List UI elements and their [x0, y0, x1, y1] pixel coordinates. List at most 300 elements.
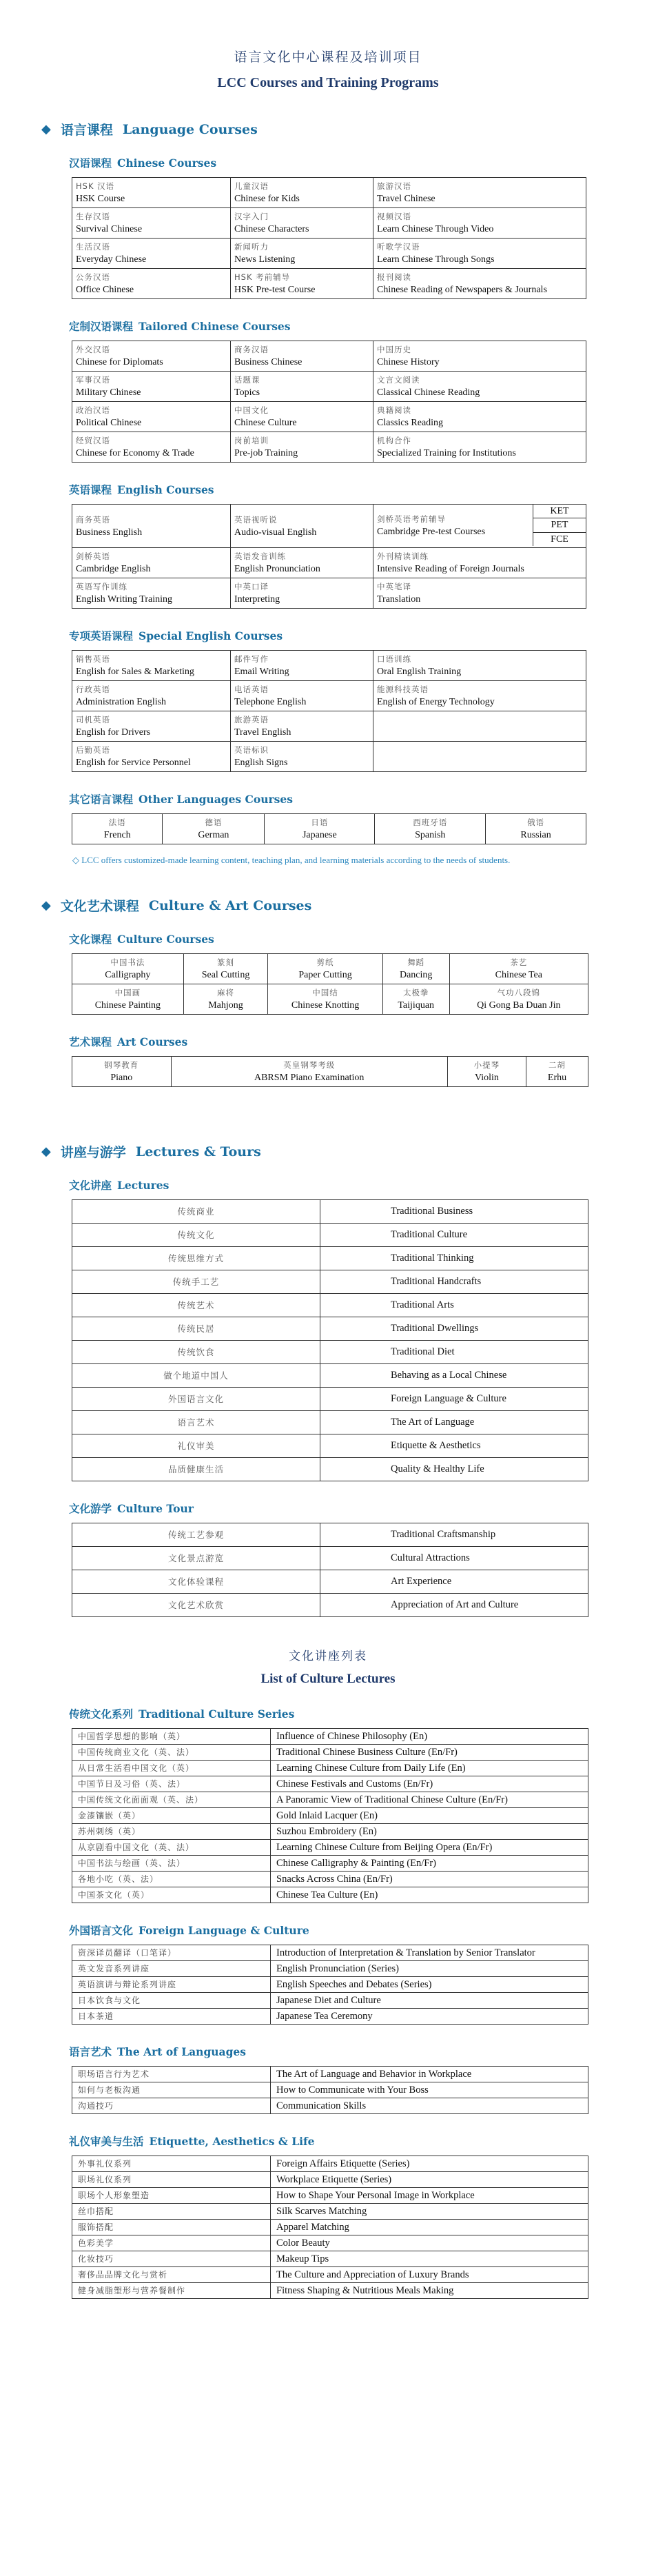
- table-row: [72, 2220, 588, 2235]
- course-name-en: Calligraphy: [105, 970, 151, 980]
- subsection-special-english: [69, 628, 656, 643]
- course-name-cn: 茶艺: [510, 957, 528, 967]
- subsection-title-en: Other Languages Courses: [139, 793, 293, 806]
- lecture-name-en: Fitness Shaping & Nutritious Meals Making: [271, 2283, 588, 2299]
- chinese-courses-table: [72, 177, 586, 299]
- course-cell: [72, 402, 231, 432]
- course-name-en: English Pronunciation: [234, 564, 320, 574]
- course-name-cn: 政治汉语: [76, 405, 110, 415]
- course-name-cn: 能源科技英语: [377, 684, 429, 694]
- course-name-cn: 邮件写作: [234, 654, 269, 664]
- course-name-cn: 中英口译: [234, 582, 269, 591]
- other-languages-table: [72, 813, 586, 844]
- course-name-en: Pre-job Training: [234, 448, 298, 458]
- lecture-name-en: Traditional Chinese Business Culture (En/Fr): [271, 1745, 588, 1761]
- course-name-cn: 儿童汉语: [234, 181, 269, 191]
- course-name-cn: 新闻听力: [234, 242, 269, 252]
- course-cell: [265, 814, 375, 844]
- lecture-name-en: Foreign Affairs Etiquette (Series): [271, 2156, 588, 2172]
- table-row: [72, 1341, 588, 1364]
- course-name-cn: 典籍阅读: [377, 405, 411, 415]
- diamond-icon: ◆: [41, 1144, 51, 1159]
- course-name-cn: 中国画: [114, 988, 141, 997]
- course-name-en: Piano: [110, 1073, 133, 1083]
- course-cell: [171, 1057, 447, 1087]
- table-row: [72, 742, 586, 772]
- course-name-cn: 公务汉语: [76, 272, 110, 282]
- course-name-en: Qi Gong Ba Duan Jin: [477, 1000, 561, 1011]
- lecture-name-en: Behaving as a Local Chinese: [320, 1364, 588, 1388]
- course-name-cn: 军事汉语: [76, 375, 110, 385]
- course-name-cn: 司机英语: [76, 715, 110, 724]
- subsection-culture-courses: [69, 931, 656, 946]
- course-cell: [72, 681, 231, 711]
- diamond-icon: ◆: [41, 898, 51, 913]
- course-name-cn: 篆刻: [217, 957, 235, 967]
- subsection-title-en: Traditional Culture Series: [139, 1707, 295, 1721]
- lecture-name-cn: 文化体验课程: [72, 1570, 320, 1594]
- lecture-list-title-cn: 文化讲座列表: [289, 1650, 367, 1663]
- course-name-cn: 文言文阅读: [377, 375, 420, 385]
- course-name-cn: 中国文化: [234, 405, 269, 415]
- course-name-en: Chinese for Economy & Trade: [76, 448, 194, 458]
- subsection-title-en: Foreign Language & Culture: [139, 1924, 309, 1937]
- course-name-en: Mahjong: [208, 1000, 243, 1011]
- lecture-name-cn: 文化艺术欣赏: [72, 1594, 320, 1617]
- course-name-en: Email Writing: [234, 667, 289, 677]
- lecture-name-en: The Art of Language: [320, 1411, 588, 1434]
- table-row: [72, 1388, 588, 1411]
- course-name-cn: 商务英语: [76, 514, 110, 525]
- course-name-cn: 二胡: [549, 1060, 566, 1070]
- course-name-cn: 剑桥英语: [76, 551, 110, 561]
- table-row: [72, 1824, 588, 1840]
- table-row: [72, 1570, 588, 1594]
- course-name-en: Chinese Characters: [234, 224, 309, 234]
- lecture-name-en: Art Experience: [320, 1570, 588, 1594]
- course-cell: [373, 178, 586, 208]
- lecture-name-en: Traditional Business: [320, 1200, 588, 1224]
- lecture-name-cn: 中国书法与绘画（英、法）: [72, 1856, 271, 1872]
- course-cell: [231, 548, 373, 578]
- table-row: [72, 239, 586, 269]
- lecture-name-cn: 英文发音系列讲座: [72, 1961, 271, 1977]
- table-row: [72, 2067, 588, 2082]
- course-name-cn: 电话英语: [234, 684, 269, 694]
- course-name-en: English Signs: [234, 758, 288, 768]
- lecture-name-cn: 奢侈品品牌文化与赏析: [72, 2267, 271, 2283]
- page-title-en: LCC Courses and Training Programs: [217, 75, 439, 90]
- table-row: [72, 1594, 588, 1617]
- subsection-title-cn: 定制汉语课程: [69, 320, 134, 333]
- course-name-en: Chinese Knotting: [291, 1000, 360, 1011]
- course-cell: [72, 178, 231, 208]
- course-name-cn: 经贸汉语: [76, 436, 110, 445]
- exam-pet: PET: [533, 518, 586, 532]
- lecture-name-en: A Panoramic View of Traditional Chinese Culture (En/Fr): [271, 1792, 588, 1808]
- course-name-en: English for Drivers: [76, 727, 151, 738]
- course-name-cn: 岗前培训: [234, 436, 269, 445]
- course-name-cn: 中国结: [312, 988, 338, 997]
- course-name-en: Topics: [234, 387, 260, 398]
- lecture-name-cn: 英语演讲与辩论系列讲座: [72, 1977, 271, 1993]
- table-row: [72, 2098, 588, 2114]
- lecture-name-cn: 丝巾搭配: [72, 2204, 271, 2220]
- table-row: [72, 954, 588, 984]
- course-name-cn: 听歌学汉语: [377, 242, 420, 252]
- course-name-en: Violin: [474, 1073, 499, 1083]
- lecture-name-en: Makeup Tips: [271, 2251, 588, 2267]
- table-row: [72, 402, 586, 432]
- course-name-cn: 生存汉语: [76, 212, 110, 221]
- table-row: [72, 1200, 588, 1224]
- lecture-name-en: Traditional Culture: [320, 1224, 588, 1247]
- art-of-languages-table: [72, 2066, 588, 2114]
- table-row: [72, 2204, 588, 2220]
- subsection-title-en: Etiquette, Aesthetics & Life: [149, 2135, 315, 2148]
- course-name-cn: 生活汉语: [76, 242, 110, 252]
- table-row: [72, 505, 586, 548]
- subsection-title-cn: 文化课程: [69, 933, 112, 946]
- course-name-cn: 英语视听说: [234, 514, 278, 525]
- course-cell: [373, 651, 586, 681]
- subsection-art-of-languages: [69, 2044, 656, 2059]
- course-name-en: Taijiquan: [398, 1000, 435, 1011]
- course-name-cn: 机构合作: [377, 436, 411, 445]
- lecture-name-cn: 从日常生活看中国文化（英）: [72, 1761, 271, 1776]
- note-text: LCC offers customized-made learning content, teaching plan, and learning materials according to the needs of students.: [81, 855, 511, 865]
- course-name-cn: 气功八段锦: [497, 988, 541, 997]
- lecture-name-en: Quality & Healthy Life: [320, 1458, 588, 1481]
- course-name-cn: 视频汉语: [377, 212, 411, 221]
- course-cell: [373, 548, 586, 578]
- table-row: [72, 1270, 588, 1294]
- course-name-en: Learn Chinese Through Video: [377, 224, 494, 234]
- course-cell: [373, 239, 586, 269]
- table-row: [72, 1993, 588, 2009]
- course-name-cn: 中英笔译: [377, 582, 411, 591]
- lecture-name-en: Communication Skills: [271, 2098, 588, 2114]
- course-name-cn: 英语写作训练: [76, 582, 127, 591]
- section-title-cn: 讲座与游学: [60, 1145, 126, 1160]
- lecture-name-en: English Pronunciation (Series): [271, 1961, 588, 1977]
- course-name-en: Paper Cutting: [298, 970, 352, 980]
- table-row: [72, 1872, 588, 1887]
- lecture-name-en: Learning Chinese Culture from Daily Life (En): [271, 1761, 588, 1776]
- lectures-table: [72, 1199, 588, 1481]
- course-name-cn: 行政英语: [76, 684, 110, 694]
- course-name-en: Chinese History: [377, 357, 440, 367]
- table-row: [72, 1761, 588, 1776]
- course-cell: [231, 711, 373, 742]
- subsection-title-en: English Courses: [117, 483, 214, 496]
- subsection-foreign-culture: [69, 1923, 656, 1938]
- lecture-name-en: Traditional Diet: [320, 1341, 588, 1364]
- subsection-traditional-series: [69, 1706, 656, 1721]
- course-cell: [373, 505, 586, 548]
- lecture-name-en: Silk Scarves Matching: [271, 2204, 588, 2220]
- course-name-en: Cambridge Pre-test Courses: [377, 526, 486, 537]
- table-row: [72, 1057, 588, 1087]
- course-cell: [72, 341, 231, 372]
- lecture-name-en: Gold Inlaid Lacquer (En): [271, 1808, 588, 1824]
- lecture-name-en: Traditional Dwellings: [320, 1317, 588, 1341]
- lecture-name-cn: 做个地道中国人: [72, 1364, 320, 1388]
- lecture-name-en: Influence of Chinese Philosophy (En): [271, 1729, 588, 1745]
- lecture-name-cn: 传统手工艺: [72, 1270, 320, 1294]
- lecture-name-cn: 色彩美学: [72, 2235, 271, 2251]
- section-title-cn: 文化艺术课程: [60, 899, 139, 914]
- course-name-cn: 英语发音训练: [234, 551, 286, 561]
- lecture-name-cn: 外国语言文化: [72, 1388, 320, 1411]
- art-courses-table: [72, 1056, 588, 1087]
- course-name-cn: 德语: [205, 818, 223, 827]
- lecture-name-en: How to Communicate with Your Boss: [271, 2082, 588, 2098]
- section-title-cn: 语言课程: [60, 123, 113, 138]
- course-cell: [231, 742, 373, 772]
- lecture-name-cn: 外事礼仪系列: [72, 2156, 271, 2172]
- table-row: [72, 1808, 588, 1824]
- lecture-name-en: Snacks Across China (En/Fr): [271, 1872, 588, 1887]
- course-name-en: Travel Chinese: [377, 194, 435, 204]
- course-name-en: Telephone English: [234, 697, 307, 707]
- course-name-en: Cambridge English: [76, 564, 151, 574]
- course-name-en: Administration English: [76, 697, 167, 707]
- course-name-en: Everyday Chinese: [76, 254, 147, 265]
- course-name-cn: HSK 汉语: [76, 181, 115, 191]
- course-name-cn: 英皇钢琴考级: [283, 1060, 336, 1070]
- course-name-cn: 日语: [311, 818, 329, 827]
- lecture-name-cn: 语言艺术: [72, 1411, 320, 1434]
- course-name-en: Japanese: [302, 830, 337, 840]
- subsection-title-en: Culture Tour: [117, 1502, 194, 1515]
- table-row: [72, 1364, 588, 1388]
- table-row: [72, 269, 586, 299]
- table-row: [72, 1247, 588, 1270]
- section-culture-courses: [41, 896, 656, 915]
- course-name-en: Specialized Training for Institutions: [377, 448, 516, 458]
- course-cell: [72, 269, 231, 299]
- table-row: [72, 2267, 588, 2283]
- table-row: [72, 711, 586, 742]
- course-cell: [447, 1057, 526, 1087]
- lecture-name-en: Color Beauty: [271, 2235, 588, 2251]
- lecture-name-en: Chinese Tea Culture (En): [271, 1887, 588, 1903]
- course-name-en: Russian: [520, 830, 551, 840]
- lecture-name-en: The Culture and Appreciation of Luxury Brands: [271, 2267, 588, 2283]
- etiquette-table: [72, 2156, 588, 2299]
- lecture-name-cn: 化妆技巧: [72, 2251, 271, 2267]
- course-cell: [72, 1057, 172, 1087]
- lecture-name-cn: 资深译员翻译（口笔译）: [72, 1945, 271, 1961]
- course-cell: [231, 239, 373, 269]
- note-diamond-icon: ◇: [72, 855, 79, 865]
- lecture-name-cn: 职场礼仪系列: [72, 2172, 271, 2188]
- course-cell: [72, 505, 231, 548]
- course-name-cn: 外刊精读训练: [377, 551, 429, 561]
- subsection-title-cn: 专项英语课程: [69, 629, 134, 642]
- lecture-name-en: Introduction of Interpretation & Translation by Senior Translator: [271, 1945, 588, 1961]
- table-row: [72, 681, 586, 711]
- subsection-culture-tour: [69, 1501, 656, 1516]
- course-name-en: English Writing Training: [76, 594, 172, 605]
- table-row: [72, 1317, 588, 1341]
- course-name-en: Military Chinese: [76, 387, 141, 398]
- lecture-name-cn: 苏州刺绣（英）: [72, 1824, 271, 1840]
- table-row: [72, 1945, 588, 1961]
- course-name-en: English for Service Personnel: [76, 758, 191, 768]
- course-cell: [72, 954, 184, 984]
- course-cell: [231, 402, 373, 432]
- lecture-name-cn: 健身减脂塑形与营养餐制作: [72, 2283, 271, 2299]
- table-row: [72, 578, 586, 609]
- table-row: [72, 178, 586, 208]
- course-name-en: German: [198, 830, 229, 840]
- course-name-en: Dancing: [399, 970, 433, 980]
- course-cell: [72, 208, 231, 239]
- course-name-cn: 商务汉语: [234, 345, 269, 354]
- table-row: [72, 1434, 588, 1458]
- subsection-title-cn: 文化讲座: [69, 1179, 112, 1192]
- lecture-name-en: Cultural Attractions: [320, 1547, 588, 1570]
- culture-courses-table: [72, 953, 588, 1015]
- course-cell: [163, 814, 265, 844]
- section-language-courses: [41, 120, 656, 139]
- course-name-cn: 麻将: [217, 988, 235, 997]
- subsection-title-en: Art Courses: [117, 1035, 188, 1048]
- lecture-name-cn: 传统文化: [72, 1224, 320, 1247]
- lecture-name-en: Chinese Calligraphy & Painting (En/Fr): [271, 1856, 588, 1872]
- lecture-name-cn: 从京剧看中国文化（英、法）: [72, 1840, 271, 1856]
- lecture-name-cn: 传统民居: [72, 1317, 320, 1341]
- table-row: [72, 548, 586, 578]
- course-name-en: English of Energy Technology: [377, 697, 495, 707]
- table-row: [72, 1458, 588, 1481]
- special-english-table: [72, 650, 586, 772]
- course-cell: [231, 651, 373, 681]
- course-cell: [231, 578, 373, 609]
- lecture-name-en: Learning Chinese Culture from Beijing Opera (En/Fr): [271, 1840, 588, 1856]
- lecture-name-en: English Speeches and Debates (Series): [271, 1977, 588, 1993]
- course-name-cn: 外交汉语: [76, 345, 110, 354]
- subsection-title-cn: 艺术课程: [69, 1035, 112, 1048]
- table-row: [72, 208, 586, 239]
- course-cell: [373, 681, 586, 711]
- course-name-en: Chinese for Diplomats: [76, 357, 163, 367]
- course-name-en: HSK Course: [76, 194, 125, 204]
- lecture-name-cn: 传统商业: [72, 1200, 320, 1224]
- course-cell: [268, 984, 382, 1015]
- course-name-cn: 中国书法: [110, 957, 145, 967]
- lecture-name-cn: 职场语言行为艺术: [72, 2067, 271, 2082]
- table-row: [72, 1523, 588, 1547]
- lecture-name-cn: 中国茶文化（英）: [72, 1887, 271, 1903]
- course-name-en: Translation: [377, 594, 421, 605]
- lecture-name-cn: 中国节日及习俗（英、法）: [72, 1776, 271, 1792]
- course-cell: [373, 341, 586, 372]
- table-row: [72, 1294, 588, 1317]
- table-row: [72, 2251, 588, 2267]
- lecture-name-cn: 传统艺术: [72, 1294, 320, 1317]
- subsection-english-courses: [69, 482, 656, 497]
- lecture-name-cn: 金漆镶嵌（英）: [72, 1808, 271, 1824]
- lecture-name-en: Japanese Tea Ceremony: [271, 2009, 588, 2025]
- course-cell: [382, 954, 449, 984]
- course-name-en: Interpreting: [234, 594, 280, 605]
- lecture-name-cn: 传统工艺参观: [72, 1523, 320, 1547]
- subsection-title-en: Special English Courses: [139, 629, 283, 642]
- course-cell: [72, 742, 231, 772]
- lecture-name-en: Traditional Handcrafts: [320, 1270, 588, 1294]
- lecture-name-en: Traditional Arts: [320, 1294, 588, 1317]
- course-cell: [373, 578, 586, 609]
- subsection-title-cn: 外国语言文化: [69, 1924, 134, 1937]
- lecture-name-en: Etiquette & Aesthetics: [320, 1434, 588, 1458]
- course-name-cn: 话题课: [234, 375, 260, 385]
- course-name-cn: 太极拳: [402, 988, 429, 997]
- course-name-cn: 钢琴教育: [104, 1060, 139, 1070]
- lecture-name-cn: 沟通技巧: [72, 2098, 271, 2114]
- course-name-en: Survival Chinese: [76, 224, 143, 234]
- course-name-cn: 旅游汉语: [377, 181, 411, 191]
- course-cell: [382, 984, 449, 1015]
- subsection-tailored-courses: [69, 318, 656, 334]
- lecture-name-en: Chinese Festivals and Customs (En/Fr): [271, 1776, 588, 1792]
- lecture-name-cn: 文化景点游览: [72, 1547, 320, 1570]
- culture-tour-table: [72, 1523, 588, 1617]
- table-row: [72, 2009, 588, 2025]
- subsection-title-cn: 礼仪审美与生活: [69, 2135, 144, 2148]
- course-cell: [373, 402, 586, 432]
- table-row: [72, 341, 586, 372]
- lecture-name-cn: 礼仪审美: [72, 1434, 320, 1458]
- exam-fce: FCE: [551, 534, 568, 545]
- course-cell: [72, 578, 231, 609]
- course-name-cn: 口语训练: [377, 654, 411, 664]
- course-name-en: Chinese Painting: [94, 1000, 161, 1011]
- course-cell: [449, 984, 588, 1015]
- course-cell: [231, 681, 373, 711]
- course-name-en: ABRSM Piano Examination: [254, 1073, 365, 1083]
- table-row: [72, 2188, 588, 2204]
- lecture-name-en: Appreciation of Art and Culture: [320, 1594, 588, 1617]
- subsection-title-en: The Art of Languages: [117, 2045, 247, 2058]
- course-name-cn: 剪纸: [316, 957, 334, 967]
- lecture-name-cn: 中国传统商业文化（英、法）: [72, 1745, 271, 1761]
- table-row: [72, 2283, 588, 2299]
- course-cell: [373, 269, 586, 299]
- course-cell: [526, 1057, 588, 1087]
- customization-note: [72, 854, 555, 866]
- course-name-cn: 法语: [108, 818, 126, 827]
- subsection-title-cn: 其它语言课程: [69, 793, 134, 806]
- lecture-name-en: Traditional Craftsmanship: [320, 1523, 588, 1547]
- course-name-en: English for Sales & Marketing: [76, 667, 194, 677]
- course-name-en: Classical Chinese Reading: [377, 387, 480, 398]
- foreign-culture-table: [72, 1945, 588, 2025]
- subsection-art-courses: [69, 1034, 656, 1049]
- course-name-en: Classics Reading: [377, 418, 444, 428]
- course-name-cn: 销售英语: [76, 654, 110, 664]
- course-cell: [231, 432, 373, 463]
- lecture-name-cn: 日本茶道: [72, 2009, 271, 2025]
- course-cell: [231, 505, 373, 548]
- section-title-en: Lectures & Tours: [135, 1144, 261, 1159]
- course-cell: [449, 954, 588, 984]
- subsection-other-languages: [69, 791, 656, 807]
- subsection-title-en: Tailored Chinese Courses: [139, 320, 291, 333]
- lecture-name-cn: 日本饮食与文化: [72, 1993, 271, 2009]
